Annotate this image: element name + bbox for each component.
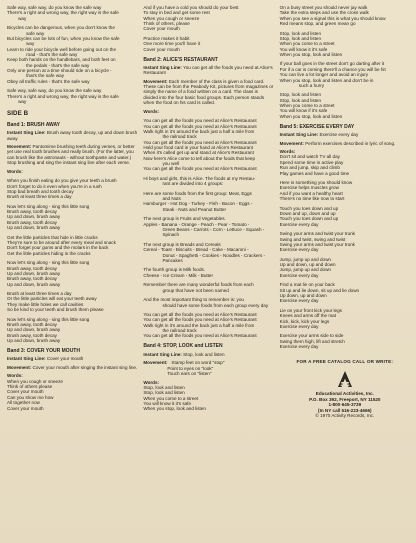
label: Words: <box>7 168 23 174</box>
verse: Cereal - Toast - Biscuits - Bread - Cake - Macaroni - <box>143 247 249 253</box>
verse: Donut - Spaghetti - Cookies - Noodles - Crackers - <box>157 252 266 258</box>
movement-line: Point to eyes on "look" <box>167 365 214 371</box>
verse: Exercise every day <box>279 344 319 350</box>
verse: Brush at least three times a day <box>7 194 72 200</box>
verse: Up and down, brush away <box>7 281 61 287</box>
value: Cover your mouth after singing the instant sing line. <box>31 364 138 370</box>
verse: You will know it it's safe <box>143 400 192 406</box>
verse: When you come to a street <box>279 41 335 47</box>
label: Movement: <box>279 140 304 146</box>
verse: Obey all traffic rules - that's the safe way <box>7 78 90 84</box>
verse: When you cough or sneeze <box>7 378 63 384</box>
verse: Find a mat lie on your back <box>279 282 335 288</box>
verse: Walk right in it's around the back just a half a mile from <box>143 322 255 328</box>
label: Instant Sing Line: <box>7 356 46 362</box>
copyright: © 1970 Activity Records, Inc. <box>315 413 375 419</box>
movement <box>280 141 410 146</box>
verse: Swing and twist, swing and twist <box>279 236 346 242</box>
band-title: Band 1: BRUSH AWAY <box>7 121 60 128</box>
verse: All together now <box>7 400 40 406</box>
verse: Cover your mouth <box>143 46 180 52</box>
verse: There's a right and wrong way, the right way is the safe <box>7 10 119 16</box>
label: Words: <box>279 149 296 155</box>
verse: Can you show me how <box>7 394 54 400</box>
verse: Now here's Alice come to tell about the foods that keep <box>143 155 256 161</box>
verse: When you come to a street <box>279 103 335 109</box>
verse: For if a car is coming there'll a chance you will be hit <box>279 66 386 72</box>
verse: Swing them high, lift and stretch <box>279 338 345 344</box>
verse: Brush away, tooth decay <box>7 276 57 282</box>
logo-icon-graphic <box>337 370 353 388</box>
verse: Practice makes it habit <box>143 35 190 41</box>
verse: The fourth group is Milk foods. <box>143 267 206 273</box>
column-1 <box>7 5 137 539</box>
verse: You will know if it's safe <box>279 108 328 114</box>
value: Stop, look and listen <box>181 351 225 357</box>
verse: Swing your arms and twist your trunk <box>279 241 355 247</box>
band-title: Band 5: EXERCISE EVERY DAY <box>279 123 355 130</box>
verse: the railroad track <box>157 328 197 334</box>
verse: Cover your mouth <box>7 389 44 395</box>
logo-icon <box>337 370 353 388</box>
verse: There's no time like now to start <box>279 196 345 202</box>
verse: One more time you'll have it <box>143 41 201 47</box>
verse: Up and down, brush away <box>7 225 61 231</box>
verse: Up and down, brush away <box>7 338 61 344</box>
verse: When you stop, look and listen <box>279 113 343 119</box>
verse: You can get all the foods you need at Alice's Restaurant <box>143 317 257 323</box>
verse: Sit up and lie down, sit up and lie down <box>279 287 360 293</box>
verse: When it's called get up and stand at Alice's Restaurant <box>143 150 254 156</box>
verse: You will know it it's safe <box>279 46 328 52</box>
value: Each member of the class is given a food card. These can be from the Peabody Kit, pictures from magazines or simply the name of a food written on a card. The class is divided into the four basic food groups. Each person stands when the food on his card is called. <box>143 78 275 106</box>
verse: And the most important thing to remember is: you <box>143 297 244 303</box>
verse: When you stop, look and listen <box>279 51 343 57</box>
column-2 <box>143 5 273 539</box>
verse: Don't forget to do it even when you're in a rush <box>7 183 102 189</box>
verse: There's a right and wrong way, the right way is the safe <box>7 93 119 99</box>
band-title: Band 4: STOP, LOOK and LISTEN <box>143 343 223 350</box>
verse: Here are some foods from the first group: Meat, Eggs <box>143 190 252 196</box>
verse: way <box>21 41 35 47</box>
verse: Up and down, brush away <box>7 327 61 333</box>
verse: Don't sit and watch TV all day <box>279 154 340 160</box>
verse: Stop, look and listen <box>279 97 322 103</box>
verse: You can get all the foods you need at Alice's Restaurant <box>143 139 257 145</box>
verse: Take the extra steps and use the cross walk <box>279 10 369 16</box>
verse: You can live a lot longer and avoid an injury <box>279 72 369 78</box>
verse: Or the little particles will eat your teeth away <box>7 296 97 302</box>
value: Brush away tooth decay, up and down brush away <box>7 130 139 141</box>
verse: Exercise every day <box>279 298 319 304</box>
verse: Knees and arms off the mat <box>279 313 337 319</box>
words-label <box>143 109 273 114</box>
movement-line: Touch ears on "listen" <box>167 370 212 376</box>
band-title: Band 2: ALICE'S RESTAURANT <box>143 56 218 63</box>
verse: Cheese - Ice Cream - Milk - Butter <box>143 272 214 278</box>
phone: 1-800-645-3739 <box>328 402 362 408</box>
verse: Walk right in it's around the back just a half a mile from <box>143 128 255 134</box>
verse: Jump, jump up and down <box>279 267 331 273</box>
label: Instant Sing Line: <box>143 351 182 357</box>
company-name: Educational Activities, Inc. <box>315 391 374 397</box>
label: Words: <box>143 379 160 385</box>
verse: Think of others please <box>7 384 53 390</box>
verse: rant are divided into 4 groups: <box>157 181 224 187</box>
verse: Down and up, down and up <box>279 210 336 216</box>
column-3 <box>280 5 410 539</box>
movement <box>7 365 137 370</box>
label: Instant Sing Line: <box>7 130 46 136</box>
verse: and Nuts <box>157 196 181 202</box>
verse: the railroad track <box>157 134 197 140</box>
verse: the pedals - that's the safe way <box>21 62 90 68</box>
side-heading: SIDE B <box>7 110 29 118</box>
verse: Spend some time in active play <box>279 159 344 165</box>
verse: Brush away, tooth decay <box>7 332 57 338</box>
verse: Keep both hands on the handlebars, and both feet on <box>7 57 116 63</box>
label: Movement: <box>7 144 32 150</box>
verse: Get the little particles hiding in the cracks <box>7 250 91 256</box>
verse: Stop, look and listen <box>143 384 185 390</box>
verse: Now let's sing along - sing this little song <box>7 316 90 322</box>
label: Words: <box>143 108 160 114</box>
verse: Safe way, safe way, do you know the safe way <box>7 5 102 10</box>
verse: group that have not been named <box>157 287 229 293</box>
instant-sing-line <box>7 130 137 141</box>
verse: way <box>13 98 27 104</box>
verse: You can get all the foods you need at Alice's Restaurant <box>143 333 257 339</box>
verse: Think of others, please <box>143 21 190 27</box>
verse: Exercise every day <box>279 221 319 227</box>
verse: They're sure to be around after every meal and snack <box>7 239 116 245</box>
verse: You can get all the foods you need at Alice's Restaurant <box>143 123 257 129</box>
verse: safe way <box>21 30 45 36</box>
movement <box>143 79 273 106</box>
verse: Now let's sing along - sing this little song <box>7 203 90 209</box>
phone-ny: (In NY call 516-223-4666) <box>318 407 372 413</box>
verse: But bicycles can be lots of fun, when you know the safe <box>7 35 120 41</box>
verse: that's the safe way <box>21 73 65 79</box>
verse: The next group is Fruits and Vegetables. <box>143 216 226 222</box>
verse: Exercise every day <box>279 323 319 329</box>
verse: The next group is Breads and Cereals <box>143 241 221 247</box>
verse: Exercise every day <box>279 247 319 253</box>
verse: Touch you toes down and up <box>279 216 339 222</box>
verse: On a busy street you should never jay walk <box>279 5 368 10</box>
catalog-footer <box>280 359 410 418</box>
verse: such a hurry <box>293 82 325 88</box>
instant-sing-line <box>143 65 273 76</box>
verse: Remember there are many wonderful foods from each <box>143 282 254 288</box>
verse: Kick, kick, kick your legs <box>279 318 330 324</box>
movement <box>7 144 137 165</box>
verse: And if you want a healthy heart <box>279 190 343 196</box>
value: Perform exercises described in lyric of song. <box>303 140 396 146</box>
verse: Exercise your arms side to side <box>279 333 344 339</box>
verse: If your ball goes in the street don't go darting after it <box>279 61 385 67</box>
verse: When you see a signal this is what you should know <box>279 15 386 21</box>
value: Pantomime brushing teeth during verses, or better yet use real tooth brushes and really brush. (For the latter, you can brush like the astronauts - without toothpaste and water.) Stop brushing and sing the instant sing line after each verse. <box>7 144 136 166</box>
verse: Brush at least three times a day <box>7 291 72 297</box>
verse: Run and jump, skip and climb <box>279 165 340 171</box>
verse: Play games and have a good time <box>279 170 350 176</box>
verse: Lie on your front kick your legs <box>279 307 342 313</box>
value: Exercise every day <box>318 132 359 138</box>
verse: They make little holes we call cavities <box>7 301 84 307</box>
instant-sing-line <box>143 352 273 357</box>
verse: Green Beans - Carrots - Corn - Lettuce - Squash - <box>157 226 265 232</box>
band-title: Band 3: COVER YOUR MOUTH <box>7 347 80 354</box>
verse: And if you have a cold you should do your best <box>143 5 239 10</box>
verse: Here is something you should know <box>279 180 353 186</box>
verse: When you cough or sneeze <box>143 15 200 21</box>
label: Movement: <box>143 78 168 84</box>
verse: When you come to a street <box>143 395 199 401</box>
verse: Up and down, brush away <box>7 270 61 276</box>
verse: You can get all the foods you need at Alice's Restaurant <box>143 312 257 318</box>
verse: Hamburger - Hot Dog - Turkey - Fish - Bacon - Eggs - <box>143 201 253 207</box>
label: Instant Sing Line: <box>143 64 182 70</box>
verse: Stop, look and listen <box>279 30 322 36</box>
verse: Bicycles can be dangerous, when you don't know the <box>7 25 115 31</box>
label: Movement: <box>143 360 168 366</box>
verse: Stop, look and listen <box>143 390 185 396</box>
label: Instant Sing Line: <box>279 132 319 138</box>
value: Stamp feet on word "stop" <box>171 360 225 366</box>
verse: Brush away, tooth decay <box>7 219 57 225</box>
verse: Brush away, tooth decay <box>7 322 57 328</box>
instant-sing-line <box>7 356 137 361</box>
verse: Red means stop, and green mean go <box>279 21 356 27</box>
verse: Only one person at a time should ride on a bicycle - <box>7 67 112 73</box>
verse: Exercise helps muscles grow <box>279 185 339 191</box>
verse: Don't forget your gums and the molars in the back <box>7 245 109 251</box>
value: Cover your mouth <box>45 356 84 362</box>
label: Movement: <box>7 364 32 370</box>
verse: Swing your arms and twist your trunk <box>279 231 355 237</box>
verse: Stop, look and listen <box>279 92 322 98</box>
verse: Cover your mouth <box>143 26 180 32</box>
label: Words: <box>7 373 23 379</box>
catalog-heading: FOR A FREE CATALOG CALL OR WRITE: <box>296 359 394 365</box>
verse: Brush away, tooth decay <box>7 209 57 215</box>
verse: Hold your food card in your hand at Alice's Restaurant <box>143 144 253 150</box>
verse: Pancakes <box>157 257 183 263</box>
verse: road - that's the safe way <box>21 51 78 57</box>
verse: Spinach <box>157 232 180 238</box>
verse: When you stop, look and listen and don't be in <box>279 77 374 83</box>
verse: When you finish eating do you give your teeth a brush <box>7 178 117 184</box>
verse: Up down, up and down <box>279 292 327 298</box>
verse: Learn to ride your bicycle well before going out on the <box>7 46 117 52</box>
verse: Apples - Banana - Orange - Peach - Pear - Tomato - <box>143 221 250 227</box>
words-label <box>7 169 137 174</box>
verse: Stop bad breath and tooth decay <box>7 188 74 194</box>
address: P.O. Box 392, Freeport, NY 11520 <box>309 396 381 402</box>
verse: Exercise every day <box>279 272 319 278</box>
verse: To stay in bed and get some rest <box>143 10 210 16</box>
verse: You can get all the foods you need at Alice's Restaurant <box>143 118 257 124</box>
verse: you well <box>157 160 180 166</box>
verse: Stop, look and listen <box>279 35 322 41</box>
verse: way <box>13 15 27 21</box>
verse: You can get all the foods you need at Alice's Restaurant <box>143 166 257 172</box>
verse: Cover your mouth <box>7 405 44 411</box>
verse: Brush away, tooth decay <box>7 265 57 271</box>
verse: Now let's sing along - sing this little song <box>7 260 90 266</box>
verse: Steak - Nuts and Peanut Butter <box>157 206 227 212</box>
verse: should have some foods from each group every day <box>157 302 269 308</box>
verse: When you stop, look and listen <box>143 406 206 412</box>
verse: Jump, jump up and down <box>279 256 331 262</box>
verse: Up and down, up and down <box>279 262 336 268</box>
verse: So be kind to your teeth and brush them please <box>7 307 104 313</box>
verse: Get the little particles that hide in little cracks <box>7 234 98 240</box>
verse: Safe way, safe way, do you know the safe way <box>7 88 102 94</box>
verse: Up and down, brush away <box>7 214 61 220</box>
verse: Hi boys and girls, this is Alice. The foods at my Restau- <box>143 175 256 181</box>
verse: Touch you toes down and up <box>279 205 339 211</box>
instant-sing-line <box>280 132 410 137</box>
value: You can get all the foods you need at Alice's Restaurant <box>143 64 274 76</box>
